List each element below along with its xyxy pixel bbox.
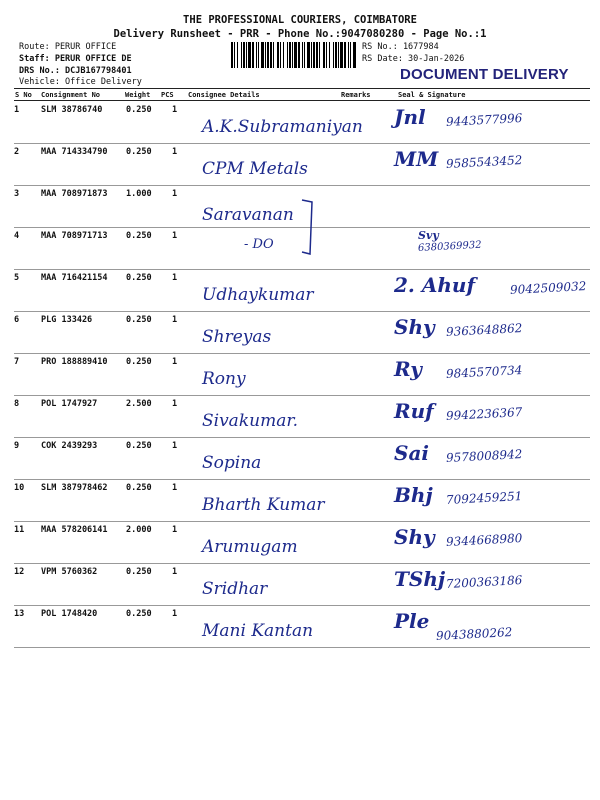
row-consignment-no: POL 1747927 [41, 399, 98, 409]
consignee-handwritten-name: Shreyas [202, 327, 272, 347]
table-row [14, 101, 590, 143]
table-row [14, 605, 590, 647]
table-row [14, 353, 590, 395]
signature-phone-number: 9942236367 [445, 405, 523, 423]
consignee-handwritten-name: Udhaykumar [202, 285, 314, 305]
row-weight: 0.250 [126, 609, 152, 619]
company-title: THE PROFESSIONAL COURIERS, COIMBATORE [183, 14, 417, 26]
row-sno: 5 [14, 273, 20, 283]
row-consignment-no: MAA 708971873 [41, 189, 108, 199]
signature-scribble: Ple [394, 609, 430, 633]
row-consignment-no: PLG 133426 [41, 315, 93, 325]
consignee-handwritten-name: CPM Metals [202, 159, 308, 179]
col-sno: S No [15, 91, 32, 99]
consignee-handwritten-name: A.K.Subramaniyan [202, 117, 363, 137]
table-row [14, 311, 590, 353]
row-weight: 1.000 [126, 189, 152, 199]
signature-scribble: Jnl [394, 105, 426, 129]
consignee-handwritten-name: Bharth Kumar [202, 495, 325, 515]
staff-label: Staff: PERUR OFFICE DE [19, 54, 132, 64]
signature-scribble: 2. Ahuf [394, 273, 476, 297]
consignee-handwritten-name: Rony [202, 369, 246, 389]
col-pcs: PCS [161, 91, 174, 99]
row-consignment-no: PRO 188889410 [41, 357, 108, 367]
row-weight: 0.250 [126, 273, 152, 283]
consignee-handwritten-name: Sridhar [202, 579, 268, 599]
row-pcs: 1 [172, 609, 178, 619]
signature-scribble: MM [394, 147, 439, 171]
rs-number: RS No.: 1677984 [362, 42, 439, 52]
row-consignment-no: MAA 714334790 [41, 147, 108, 157]
row-pcs: 1 [172, 105, 178, 115]
signature-phone-number: 7200363186 [445, 573, 523, 591]
row-pcs: 1 [172, 315, 178, 325]
signature-scribble: Sai [394, 441, 429, 465]
row-consignment-no: POL 1748420 [41, 609, 98, 619]
consignee-handwritten-name: Arumugam [202, 537, 298, 557]
table-row [14, 521, 590, 563]
row-sno: 11 [14, 525, 25, 535]
row-pcs: 1 [172, 189, 178, 199]
document-delivery-stamp: DOCUMENT DELIVERY [400, 66, 569, 83]
consignee-handwritten-name: - DO [244, 237, 274, 252]
signature-scribble: TShj [394, 567, 446, 591]
signature-phone-number: 9845570734 [445, 363, 523, 381]
signature-phone-number: 9578008942 [445, 447, 523, 465]
row-weight: 0.250 [126, 483, 152, 493]
row-consignment-no: COK 2439293 [41, 441, 98, 451]
signature-phone-number: 9585543452 [445, 153, 523, 171]
row-sno: 12 [14, 567, 25, 577]
row-sno: 2 [14, 147, 20, 157]
row-consignment-no: MAA 708971713 [41, 231, 108, 241]
row-weight: 0.250 [126, 315, 152, 325]
vehicle-label: Vehicle: Office Delivery [19, 77, 142, 87]
row-weight: 0.250 [126, 231, 152, 241]
row-consignment-no: MAA 716421154 [41, 273, 108, 283]
row-sno: 13 [14, 609, 25, 619]
header-top-rule [14, 88, 590, 89]
table-row [14, 395, 590, 437]
signature-scribble: Shy [394, 525, 435, 549]
row-sno: 6 [14, 315, 20, 325]
consignee-handwritten-name: Sopina [202, 453, 262, 473]
runsheet-subtitle: Delivery Runsheet - PRR - Phone No.:9047080280 - Page No.:1 [113, 28, 487, 40]
col-consignee: Consignee Details [188, 91, 260, 99]
signature-scribble: Bhj [394, 483, 433, 507]
row-pcs: 1 [172, 399, 178, 409]
col-seal-signature: Seal & Signature [398, 91, 466, 99]
signature-scribble: Svy [418, 229, 439, 242]
row-pcs: 1 [172, 231, 178, 241]
row-pcs: 1 [172, 525, 178, 535]
consignee-handwritten-name: Saravanan [202, 205, 294, 225]
row-pcs: 1 [172, 441, 178, 451]
signature-phone-number: 9443577996 [445, 111, 523, 129]
signature-scribble: Shy [394, 315, 435, 339]
table-row [14, 143, 590, 185]
row-weight: 0.250 [126, 441, 152, 451]
col-remarks: Remarks [341, 91, 371, 99]
row-pcs: 1 [172, 357, 178, 367]
table-row [14, 269, 590, 311]
row-weight: 0.250 [126, 105, 152, 115]
row-sno: 8 [14, 399, 20, 409]
row-weight: 2.500 [126, 399, 152, 409]
route-label: Route: PERUR OFFICE [19, 42, 117, 52]
row-sno: 3 [14, 189, 20, 199]
row-divider [14, 647, 590, 648]
table-row [14, 563, 590, 605]
row-weight: 2.000 [126, 525, 152, 535]
row-sno: 4 [14, 231, 20, 241]
row-consignment-no: SLM 387978462 [41, 483, 108, 493]
signature-scribble: Ry [394, 357, 422, 381]
row-pcs: 1 [172, 567, 178, 577]
row-pcs: 1 [172, 273, 178, 283]
row-sno: 9 [14, 441, 20, 451]
signature-phone-number: 9344668980 [445, 531, 523, 549]
table-row [14, 437, 590, 479]
signature-phone-number: 9042509032 [509, 279, 587, 297]
row-sno: 7 [14, 357, 20, 367]
signature-phone-number: 9363648862 [445, 321, 523, 339]
row-sno: 10 [14, 483, 25, 493]
barcode-image [231, 42, 359, 68]
row-consignment-no: VPM 5760362 [41, 567, 98, 577]
row-pcs: 1 [172, 483, 178, 493]
signature-phone-number: 6380369932 [417, 239, 482, 254]
signature-phone-number: 9043880262 [435, 625, 513, 643]
col-consignment: Consignment No [41, 91, 101, 99]
drs-number: DRS No.: DCJB167798401 [19, 66, 132, 76]
row-weight: 0.250 [126, 567, 152, 577]
table-row [14, 479, 590, 521]
row-weight: 0.250 [126, 357, 152, 367]
signature-scribble: Ruf [394, 399, 434, 423]
rs-date: RS Date: 30-Jan-2026 [362, 54, 465, 64]
row-consignment-no: MAA 578206141 [41, 525, 108, 535]
consignee-handwritten-name: Sivakumar. [202, 411, 298, 431]
row-weight: 0.250 [126, 147, 152, 157]
col-weight: Weight [125, 91, 151, 99]
signature-phone-number: 7092459251 [445, 489, 523, 507]
consignee-handwritten-name: Mani Kantan [202, 621, 314, 641]
row-pcs: 1 [172, 147, 178, 157]
ditto-bracket-mark [300, 198, 320, 258]
row-sno: 1 [14, 105, 20, 115]
row-consignment-no: SLM 38786740 [41, 105, 103, 115]
